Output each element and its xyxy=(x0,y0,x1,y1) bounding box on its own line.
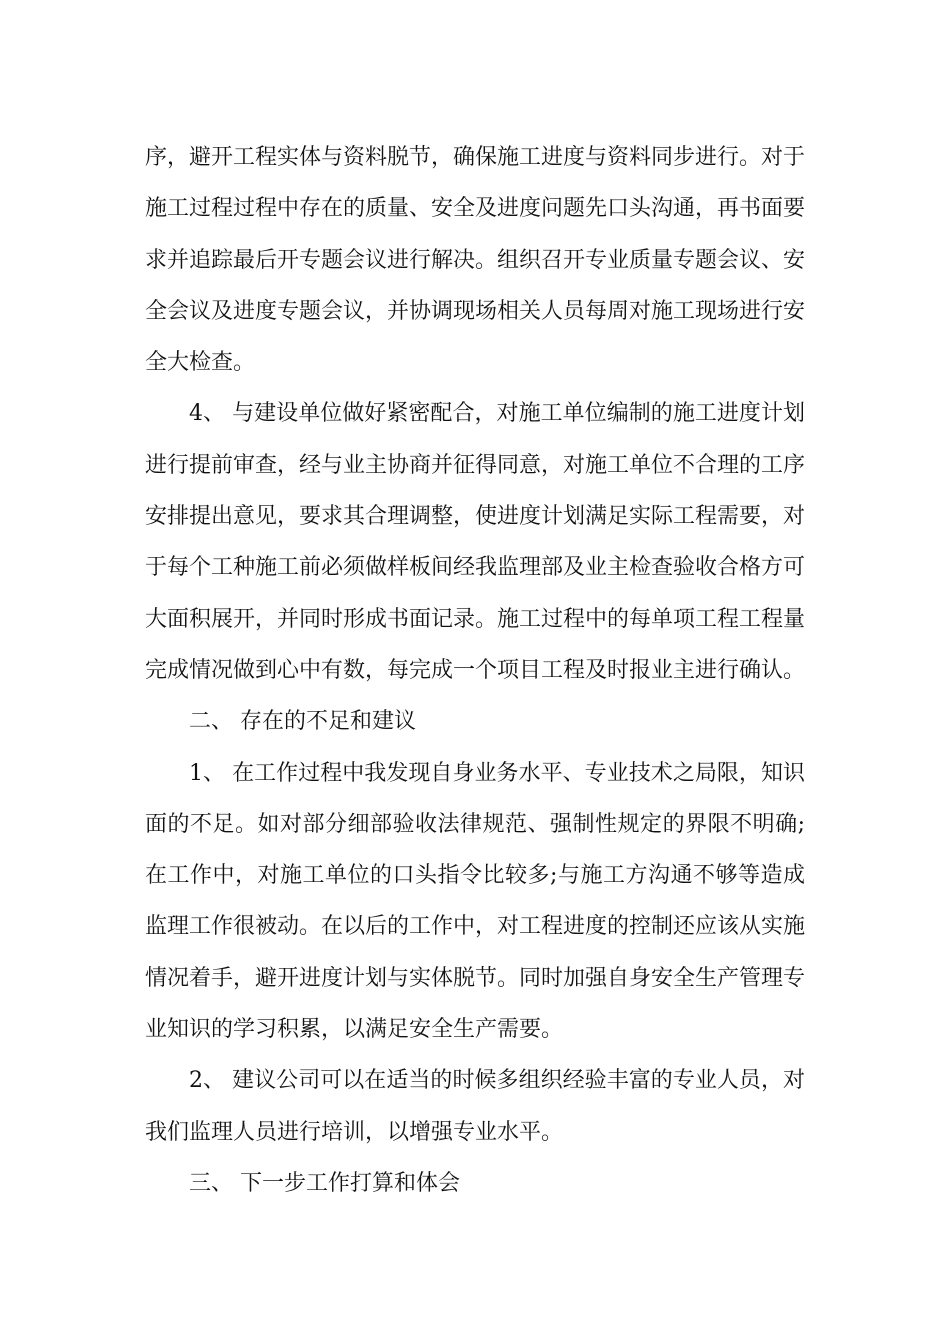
section-heading-deficiencies: 二、 存在的不足和建议 xyxy=(189,709,416,735)
paragraph-item-1: 1、 在工作过程中我发现自身业务水平、专业技术之局限，知识面的不足。如对部分细部验收法律规范、强制性规定的界限不明确;在工作中，对施工单位的口头指令比较多;与施工方沟通不够等造成监理工作很被动。在以后的工作中，对工程进度的控制还应该从实施情况着手，避开进度计划与实体脱节。同时加强自身安全生产管理专业知识的学习积累，以满足安全生产需要。 xyxy=(145,760,806,1043)
paragraph-item-2: 2、 建议公司可以在适当的时候多组织经验丰富的专业人员，对我们监理人员进行培训，以增强专业水平。 xyxy=(145,1068,805,1145)
document-body xyxy=(145,132,805,1209)
paragraph-continuation: 序，避开工程实体与资料脱节，确保施工进度与资料同步进行。对于施工过程过程中存在的质量、安全及进度问题先口头沟通，再书面要求并追踪最后开专题会议进行解决。组织召开专业质量专题会议、安全会议及进度专题会议，并协调现场相关人员每周对施工现场进行安全大检查。 xyxy=(145,145,806,376)
paragraph-item-4: 4、 与建设单位做好紧密配合，对施工单位编制的施工进度计划进行提前审查，经与业主协商并征得同意，对施工单位不合理的工序安排提出意见，要求其合理调整，使进度计划满足实际工程需要，对于每个工种施工前必须做样板间经我监理部及业主检查验收合格方可大面积展开，并同时形成书面记录。施工过程中的每单项工程工程量完成情况做到心中有数，每完成一个项目工程及时报业主进行确认。 xyxy=(145,401,806,683)
section-heading-next-steps: 三、 下一步工作打算和体会 xyxy=(189,1170,460,1196)
